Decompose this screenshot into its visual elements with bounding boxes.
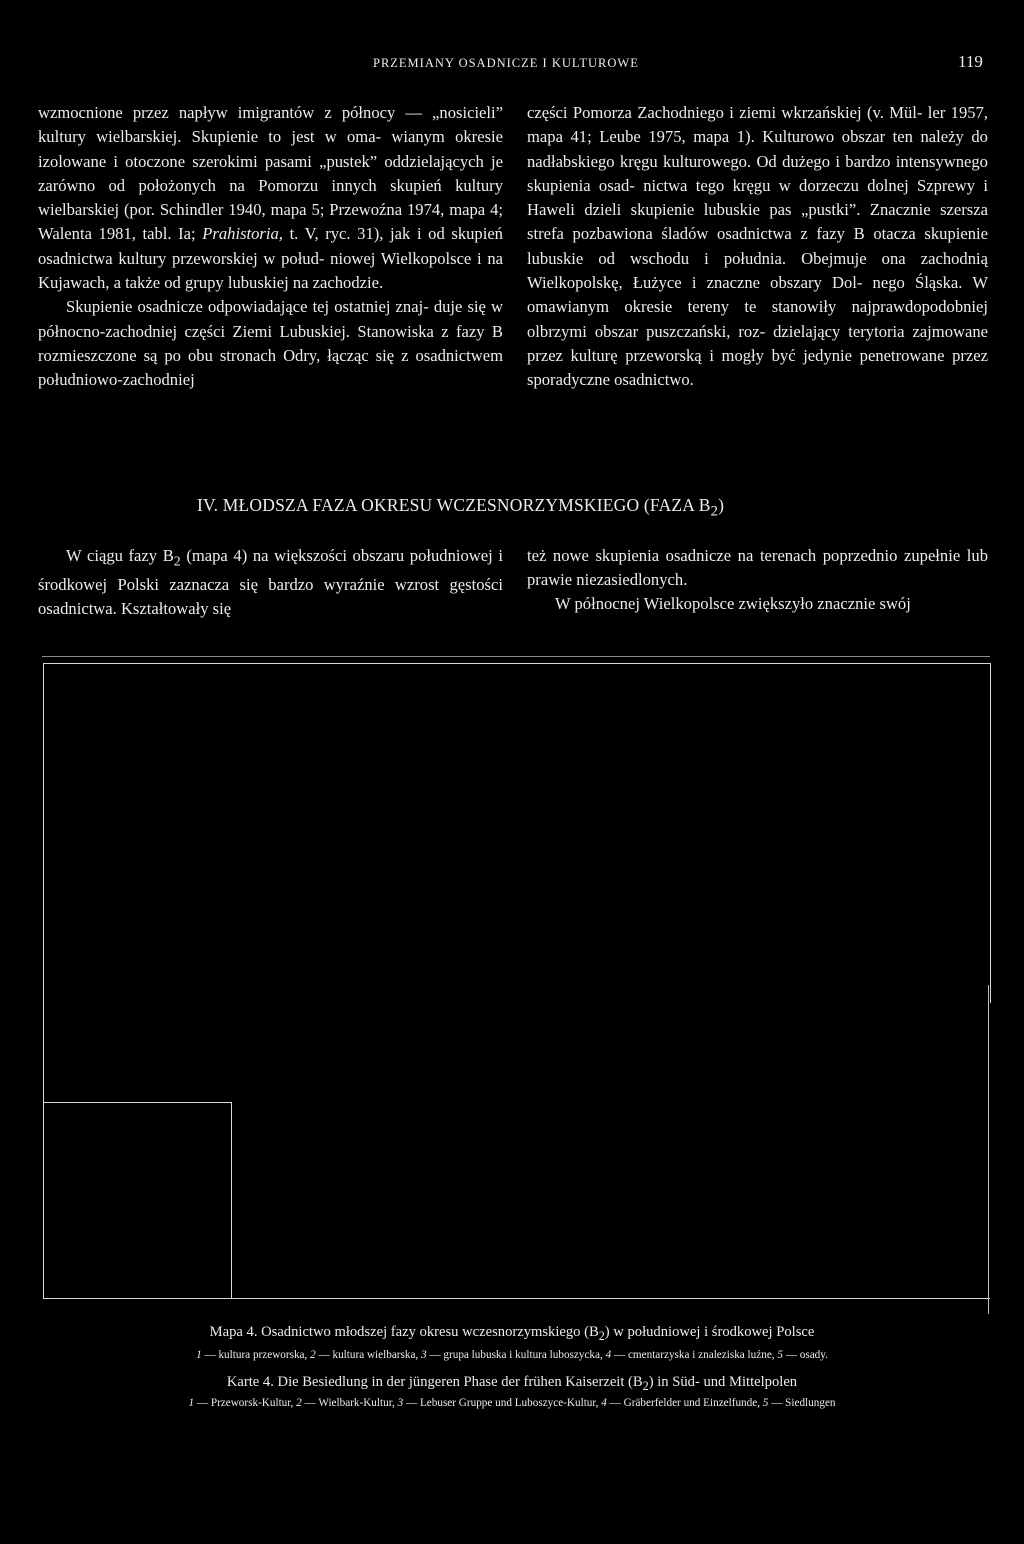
text-line: (mapa 4) na większości obszaru — [180, 546, 405, 565]
left-column-top — [38, 101, 503, 393]
text-line: skupienie lubuskie od wschodu i południa. Obejmuje ona — [527, 224, 988, 268]
text-line: strefa pozbawiona śladów osadnictwa z fazy B otacza — [527, 224, 916, 244]
caption-text: Karte 4. Die Besiedlung in der jüngeren Phase der frühen Kaiserzeit (B — [226, 1374, 643, 1390]
text-line: „nosicieli” kultury wielbarskiej. Skupienie to jest w oma- — [38, 103, 503, 147]
caption-text: ) w południowej i środkowej Polsce — [604, 1324, 815, 1340]
text-line: nego Śląska. W omawianym okresie tereny te stanowiły — [527, 273, 988, 317]
legend-number: 3 — [421, 1349, 427, 1361]
caption-subscript: 2 — [598, 1328, 605, 1343]
map-top-rule — [42, 656, 990, 657]
legend-text: — Wielbark-Kultur, — [301, 1397, 398, 1409]
paragraph-continued — [527, 101, 988, 393]
text-line: Stanowiska z fazy B rozmieszczone są po obu stronach — [38, 321, 503, 365]
legend-number: 5 — [777, 1349, 783, 1361]
map-caption-polish — [0, 1324, 1024, 1344]
heading-close: ) — [718, 495, 725, 515]
caption-subscript: 2 — [642, 1378, 649, 1393]
legend-number: 2 — [296, 1397, 302, 1409]
legend-text: — kultura przeworska, — [201, 1349, 311, 1361]
caption-text: Mapa 4. Osadnictwo młodszej fazy okresu wczesnorzymskiego (B — [209, 1324, 599, 1340]
text-line: obszar ten należy do nadłabskiego kręgu kulturowego. — [527, 127, 988, 171]
legend-text: — Lebuser Gruppe und Luboszyce-Kultur, — [403, 1397, 602, 1409]
text-line: wyraźnie wzrost gęstości osadnictwa. Kształtowały się — [38, 575, 503, 619]
text-line: duje się w północno-zachodniej części Ziemi Lubuskiej. — [38, 297, 503, 341]
map-inset-box — [43, 1102, 232, 1299]
legend-number: 5 — [762, 1397, 769, 1409]
text-line: Skupienie osadnicze odpowiadające tej ostatniej znaj- — [66, 297, 429, 317]
paragraph — [527, 592, 988, 616]
running-title: PRZEMIANY OSADNICZE I KULTUROWE — [373, 56, 639, 70]
map-frame — [43, 663, 991, 1003]
text-line: W północnej Wielkopolsce zwiększyło znacznie swój — [555, 594, 911, 613]
paragraph — [38, 544, 503, 621]
legend-text: — Gräberfelder und Einzelfunde, — [606, 1397, 763, 1409]
caption-text: ) in Süd- und Mittelpolen — [648, 1374, 798, 1390]
text-line: lubuskiej na zachodzie. — [227, 273, 384, 293]
map-caption-german — [0, 1374, 1024, 1394]
text-line: W ciągu fazy B — [66, 546, 174, 565]
text-line: Od dużego i bardzo intensywnego skupienia osad- — [527, 151, 988, 195]
paragraph-continued — [38, 101, 503, 295]
text-line: t. V, ryc. 31), jak — [282, 224, 411, 244]
text-line: najprawdopodobniej olbrzymi obszar puszczański, roz- — [527, 297, 988, 341]
text-line: zupełnie lub prawie niezasiedlonych. — [527, 546, 988, 589]
text-line: zachodnią Wielkopolskę, Łużyce i znaczne obszary Dol- — [527, 248, 988, 293]
legend-number: 4 — [601, 1397, 607, 1409]
text-line: Walenta 1981, tabl. Ia; — [38, 224, 203, 244]
text-line: i mogły być jedynie penetrowane przez sporadyczne — [527, 345, 988, 390]
legend-number: 1 — [188, 1397, 195, 1409]
text-line: niowej Wielkopolsce i na Kujawach, a także od grupy — [38, 248, 503, 293]
legend-number: 2 — [310, 1349, 316, 1361]
text-line: Odry, łącząc się z osadnictwem południowo-zachodniej — [38, 345, 504, 390]
text-line: wianym okresie izolowane i otoczone szerokimi pasami — [38, 127, 504, 171]
text-line: nictwa tego kręgu w dorzeczu dolnej Szprewy i Haweli — [527, 175, 988, 220]
right-column-bottom — [527, 544, 988, 616]
section-heading — [197, 495, 724, 521]
legend-text: — Przeworsk-Kultur, — [194, 1397, 297, 1409]
legend-number: 4 — [605, 1349, 612, 1361]
paragraph-continued — [527, 544, 988, 592]
text-line: i od skupień osadnictwa kultury przeworskiej w połud- — [38, 224, 503, 268]
page-number: 119 — [958, 52, 983, 71]
legend-text: — kultura wielbarska, — [315, 1349, 422, 1361]
text-line: też nowe skupienia osadnicze na terenach poprzednio — [527, 546, 898, 565]
text-line: osadnictwo. — [614, 370, 694, 390]
legend-number: 3 — [397, 1397, 404, 1409]
legend-number: 1 — [196, 1349, 202, 1361]
text-line: Pomorzu innych skupień kultury wielbarskiej (por. — [38, 175, 504, 220]
legend-text: — osady. — [782, 1349, 828, 1361]
paragraph — [38, 295, 503, 392]
right-column-top — [527, 101, 988, 393]
map-right-edge — [988, 985, 989, 1314]
left-column-bottom — [38, 544, 503, 621]
map-legend-german — [0, 1397, 1024, 1409]
subscript: 2 — [173, 553, 181, 569]
text-line: Schindler 1940, mapa 5; Przewoźna 1974, mapa 4; — [159, 200, 503, 220]
text-line: „pustek” oddzielających je zarówno od położonych na — [38, 151, 503, 195]
italic-title: Prahistoria, — [202, 224, 283, 244]
text-line: ler 1957, mapa 41; Leube 1975, mapa 1). Kulturowo — [527, 103, 988, 147]
heading-text: IV. MŁODSZA FAZA OKRESU WCZESNORZYMSKIEGO (FAZA B — [197, 495, 711, 515]
text-line: części Pomorza Zachodniego i ziemi wkrzańskiej (v. Mül- — [527, 103, 923, 122]
text-line: dzielający terytoria zajmowane przez kulturę przeworską — [527, 321, 988, 365]
heading-subscript: 2 — [710, 503, 719, 520]
text-line: dzieli skupienie lubuskie pas „pustki”. Znacznie szersza — [584, 200, 988, 220]
text-line: południowej i środkowej Polski zaznacza się bardzo — [38, 546, 503, 595]
legend-text: — Siedlungen — [768, 1397, 836, 1409]
text-line: wzmocnione przez napływ imigrantów z północy — — [38, 103, 422, 122]
page-header — [0, 52, 1024, 74]
legend-text: — cmentarzyska i znaleziska luźne, — [611, 1349, 778, 1361]
legend-text: — grupa lubuska i kultura luboszycka, — [426, 1349, 606, 1361]
map-legend-polish — [0, 1349, 1024, 1361]
